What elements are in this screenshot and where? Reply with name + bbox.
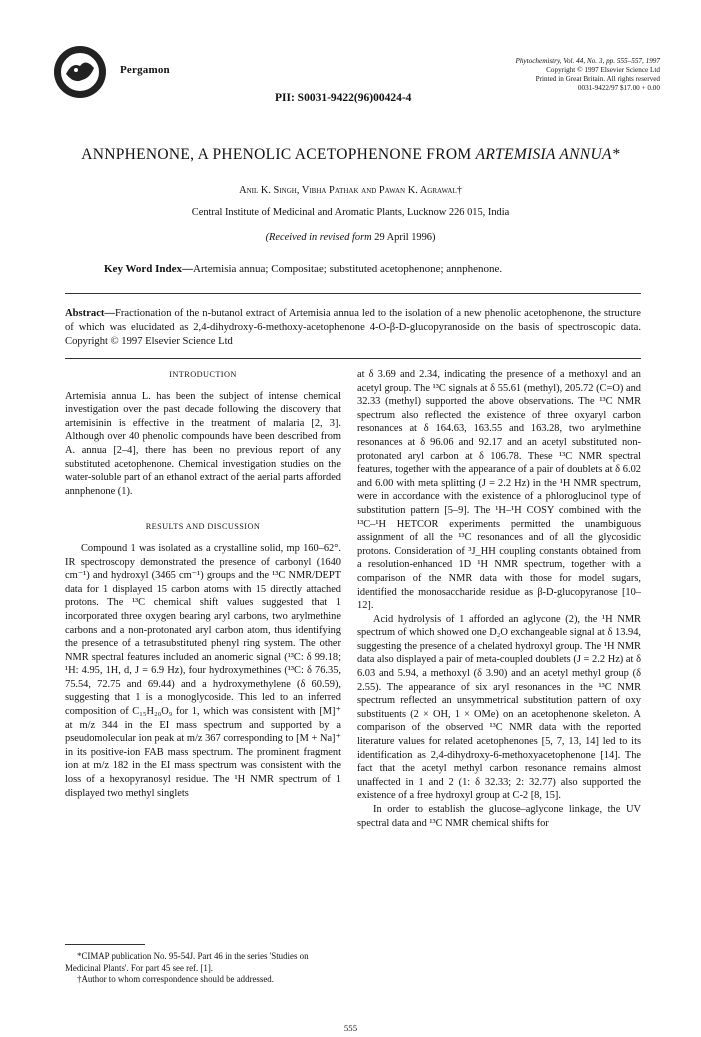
copyright-line: Copyright © 1997 Elsevier Science Ltd bbox=[546, 66, 660, 74]
section-heading-results: RESULTS AND DISCUSSION bbox=[145, 522, 261, 532]
footnote-1: *CIMAP publication No. 95-54J. Part 46 in the series 'Studies on Medicinal Plants'. For part 45 see ref. [1]. bbox=[65, 951, 309, 973]
title-italic: ARTEMISIA ANNUA* bbox=[475, 146, 620, 163]
abstract bbox=[65, 307, 641, 348]
printed-line: Printed in Great Britain. All rights reserved bbox=[535, 75, 660, 83]
results-paragraph: Compound 1 was isolated as a crystalline solid, mp 160–62°. IR spectroscopy demonstrated the presence of carbonyl (1640 cm⁻¹) and hydroxyl (3465 cm⁻¹) groups and the ¹³C NMR/DEPT data for 1 displayed 15 carbon atoms with 15 directly attached protons. The ¹³C chemical shift values suggested that 1 incorporated three oxygen bearing aryl carbons, two arylmethine carbons and a non-protonated aryl carbon atom, thus identifying the presence of a tetrasubstituted phenyl ring system. The other NMR spectral features included an anomeric signal (¹³C: δ 99.18; ¹H: 4.95, 1H, d, J = 6.9 Hz), four hydroxymethines (¹³C: δ 76.35, 75.54, 72.75 and 69.44) and a hydroxymethylene (δ 60.59), suggesting that 1 is a monoglycoside. This led to an inferred composition of C₁₅H₂₀O₉ for 1, which was consistent with [M]⁺ at m/z 344 in the EI mass spectrum and supported by a pseudomolecular ion peak at m/z 367 corresponding to [M + Na]⁺ in its positive-ion FAB mass spectrum. The prominent fragment ion at m/z 182 in the EI mass spectrum was consistent with the loss of a hexopyranosyl residue. The ¹H NMR spectrum of 1 displayed two methyl singlets bbox=[65, 542, 341, 799]
title-main: ANNPHENONE, A PHENOLIC ACETOPHENONE FROM bbox=[81, 146, 476, 163]
paper-title bbox=[0, 146, 701, 164]
abstract-bottom-rule bbox=[65, 358, 641, 359]
intro-paragraph: Artemisia annua L. has been the subject of intense chemical investigation over the past decade following the discovery that artemisinin is effective in the treatment of malaria [2, 3]. Although over 40 phenolic compounds have been described from A. annua [2–4], there has been no previous report of any substituted acetophenone. Chemical investigation studies on the water-soluble part of an ethanol extract of the aerial parts afforded annphenone (1). bbox=[65, 390, 341, 497]
received-date bbox=[0, 232, 701, 243]
abstract-top-rule bbox=[65, 293, 641, 294]
received-date-value: 29 April 1996) bbox=[374, 232, 436, 243]
pii: PII: S0031-9422(96)00424-4 bbox=[275, 92, 412, 104]
right-column bbox=[357, 368, 641, 830]
footnote-rule bbox=[65, 944, 145, 945]
affiliation: Central Institute of Medicinal and Aromatic Plants, Lucknow 226 015, India bbox=[191, 207, 510, 218]
footnotes bbox=[65, 944, 341, 986]
right-paragraph-3: In order to establish the glucose–aglycone linkage, the UV spectral data and ¹³C NMR chemical shifts for bbox=[357, 804, 641, 829]
right-paragraph-1: at δ 3.69 and 2.34, indicating the presence of a methoxyl and an acetyl group. The ¹³C signals at δ 55.61 (methyl), 205.72 (C=O) and 32.33 (methyl) supported the above observations. The ¹³C NMR spectrum also reflected the existence of three oxyaryl carbon resonances at δ 164.63, 163.55 and 163.28, two arylmethine resonances at δ 96.06 and 92.17 and an acetyl substituted non-protonated aryl carbon at δ 106.78. These ¹³C NMR spectral features, together with the appearance of a pair of doublets at δ 6.02 and 6.00 with meta splitting (J = 2.2 Hz) in the ¹H NMR spectrum, were in accordance with the existence of a phloroglucinol type of substitution pattern [5–9]. The ¹H–¹H COSY combined with the ¹³C–¹H HETCOR experiments permitted the unambiguous assignment of all the ¹³C resonances and of all the glycosidic protons. Consideration of ³J_HH coupling constants obtained from a resolution-enhanced 1D ¹H NMR spectrum, together with a comparison of the NMR data with those for model sugars, identified the monosaccharide residue as β-D-glucopyranose [10–12]. bbox=[357, 369, 641, 612]
left-column bbox=[65, 368, 341, 800]
authors: Anil K. Singh, Vibha Pathak and Pawan K. Agrawal† bbox=[239, 185, 462, 196]
journal-line: Phytochemistry, Vol. 44, No. 3, pp. 555–557, 1997 bbox=[515, 57, 660, 65]
price-line: 0031-9422/97 $17.00 + 0.00 bbox=[577, 84, 660, 92]
publisher-name: Pergamon bbox=[120, 64, 170, 76]
footnote-2: †Author to whom correspondence should be addressed. bbox=[77, 974, 274, 985]
keywords bbox=[104, 263, 644, 275]
section-heading-introduction: INTRODUCTION bbox=[169, 370, 237, 379]
publisher-logo bbox=[52, 44, 108, 100]
received-prefix: (Received in revised form bbox=[265, 232, 372, 243]
abstract-text: Fractionation of the n-butanol extract of Artemisia annua led to the isolation of a new phenolic acetophenone, the structure of which was elucidated as 2,4-dihydroxy-6-methoxy-acetophenone 4-O-β-D-glucopyranoside on the basis of spectroscopic data. Copyright © 1997 Elsevier Science Ltd bbox=[65, 308, 641, 347]
abstract-label: Abstract— bbox=[65, 308, 116, 319]
right-paragraph-2: Acid hydrolysis of 1 afforded an aglycone (2), the ¹H NMR spectrum of which showed one D₂O exchangeable signal at δ 13.94, suggesting the presence of a chelated hydroxyl group. The ¹H NMR data also displayed a pair of meta-coupled doublets (J = 2.2 Hz) at δ 6.03 and 5.94, a methoxyl (δ 3.90) and an acetyl methyl group (δ 2.55). The appearance of six aryl resonances in the ¹³C NMR spectrum reflected an unsymmetrical substitution pattern of oxy substituents (2 × OH, 1 × OMe) on an acetophenone skeleton. A comparison of the observed ¹³C NMR data with the reported literature values for related acetophenones [5, 7, 13, 14] led to its identification as 2,4-dihydroxy-6-methoxyacetophenone [14]. The fact that the acetyl methyl carbon resonance remains almost unaffected in 1 and 2 (1: δ 32.33; 2: 32.77) also supported the existence of a free hydroxyl group at C-2 [8, 15]. bbox=[357, 613, 641, 802]
keywords-text: Artemisia annua; Compositae; substituted acetophenone; annphenone. bbox=[193, 263, 503, 275]
keywords-label: Key Word Index— bbox=[104, 263, 194, 275]
page-number: 555 bbox=[343, 1023, 358, 1033]
journal-info bbox=[455, 57, 660, 93]
